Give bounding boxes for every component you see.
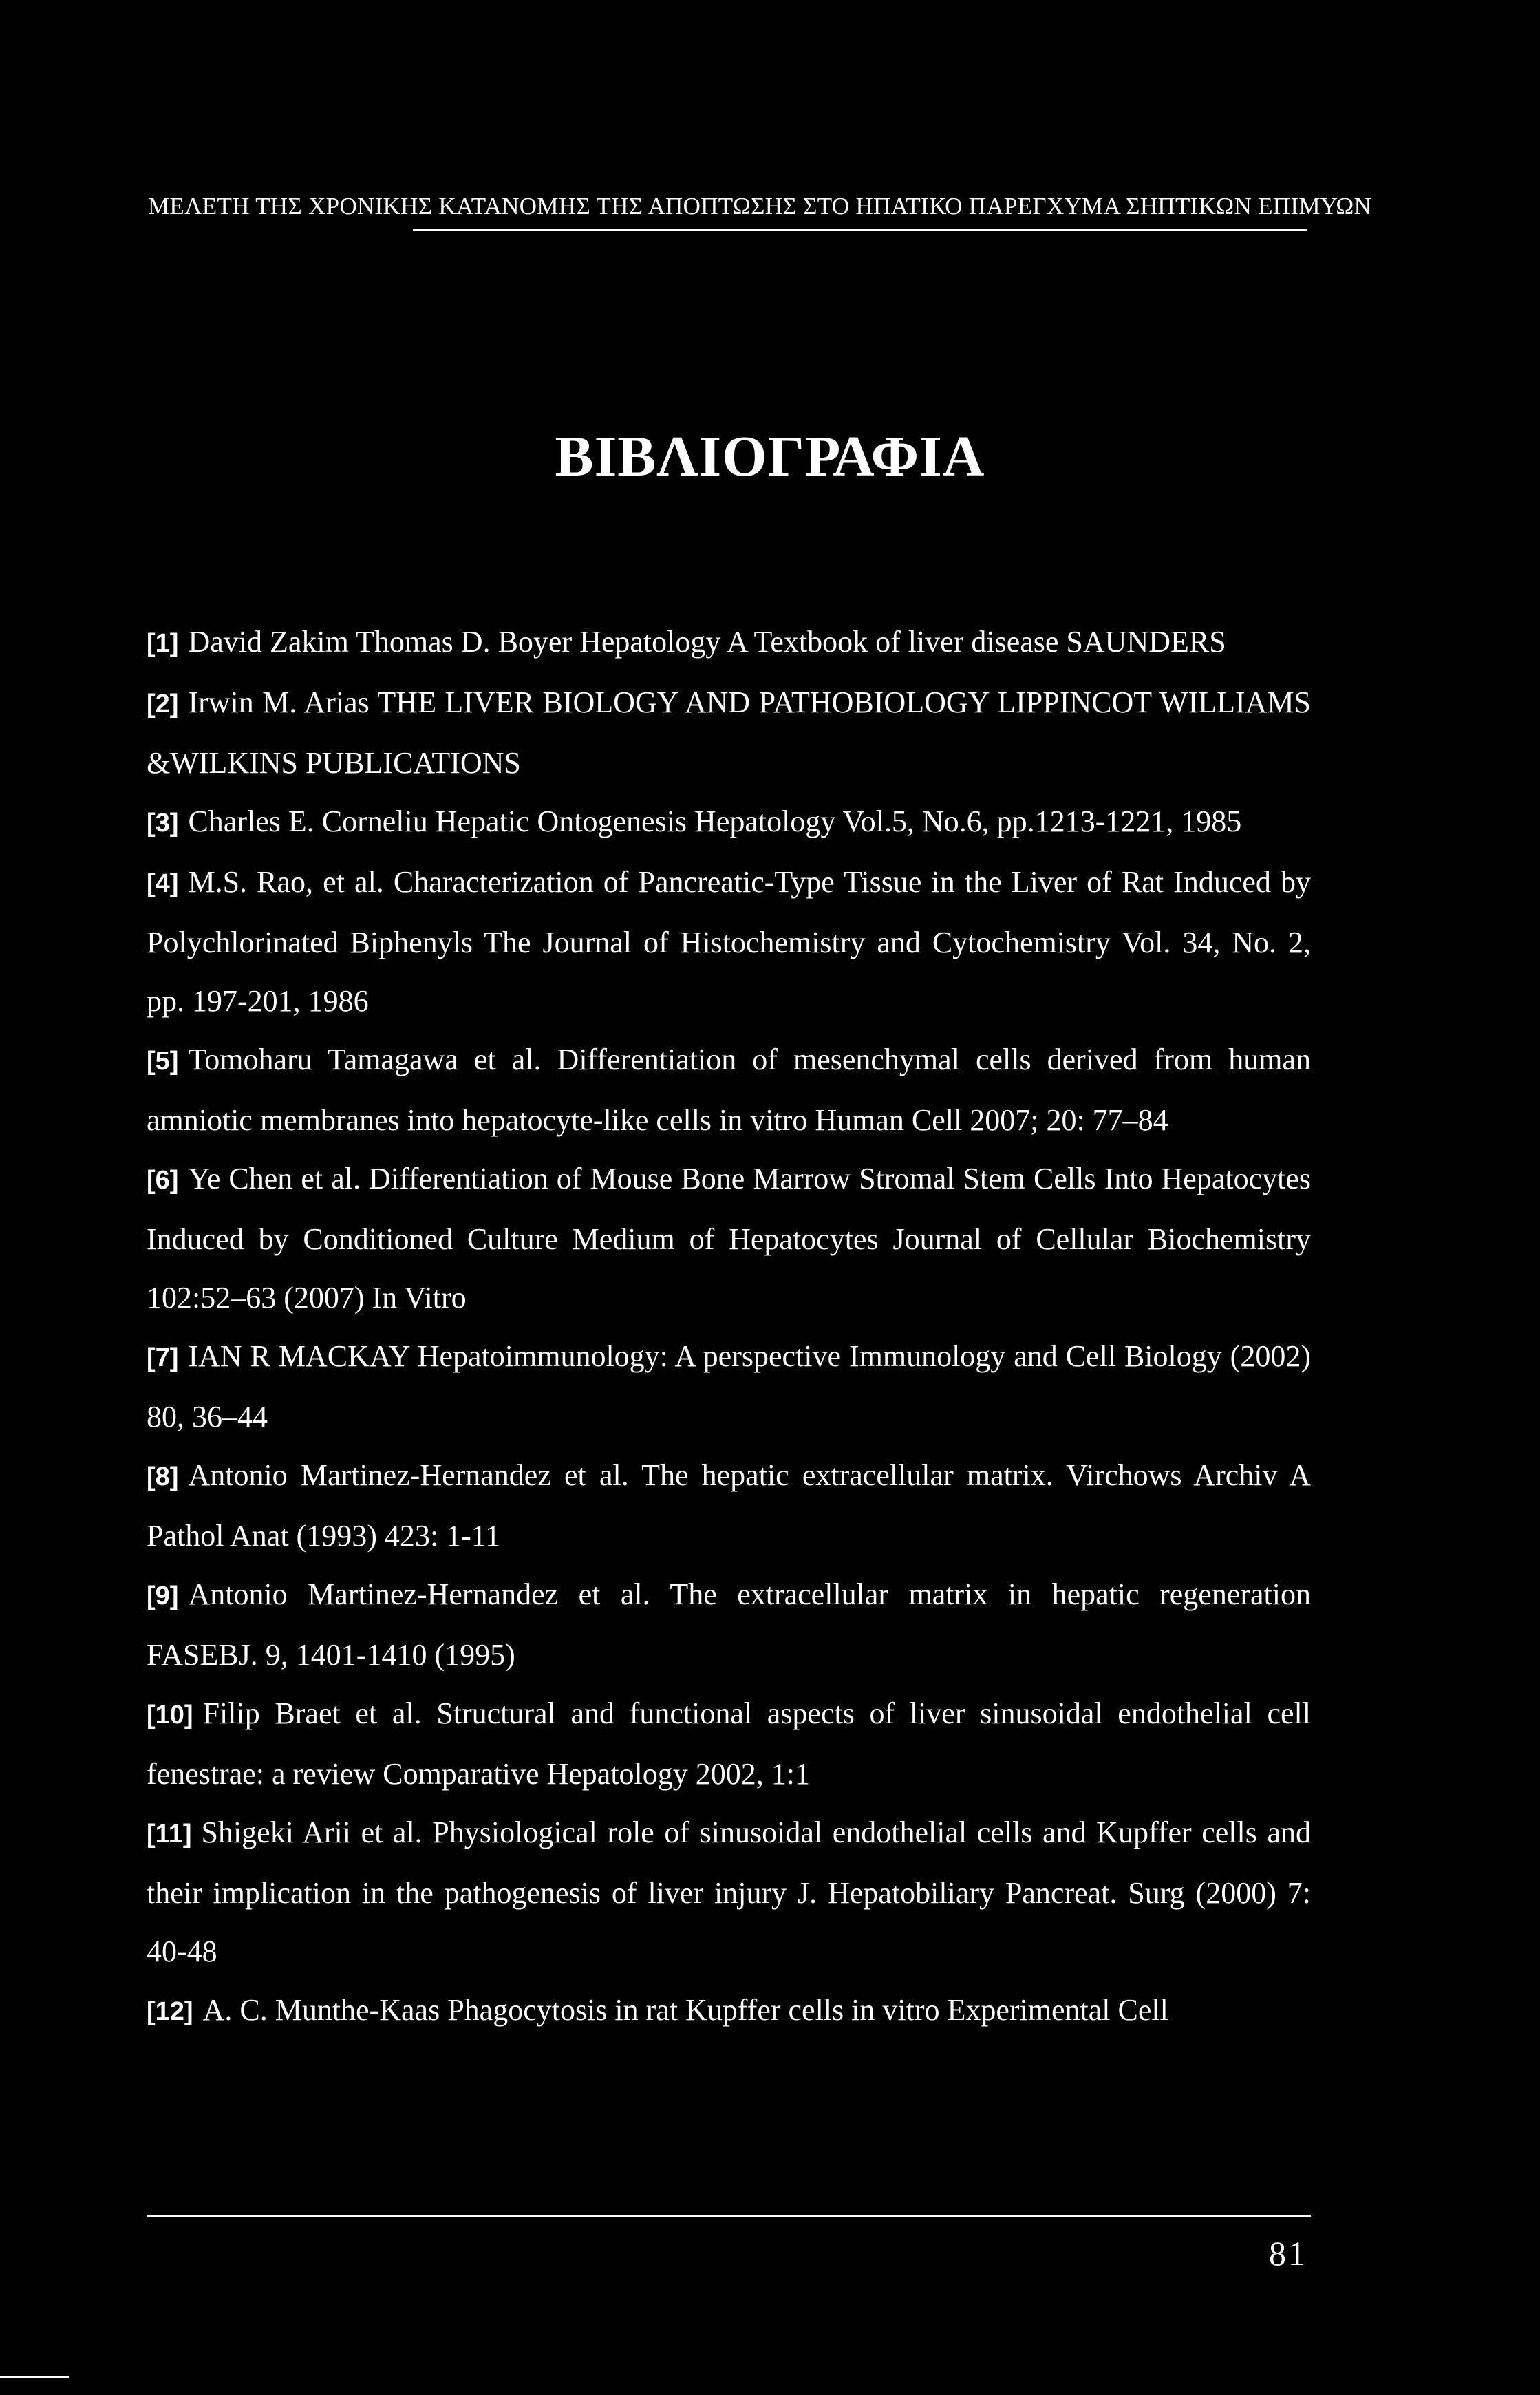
reference-text: Irwin M. Arias THE LIVER BIOLOGY AND PATHOBIOLOGY LIPPINCOT WILLIAMS &WILKINS PUBLICATIONS	[147, 685, 1311, 780]
reference-item	[147, 673, 1311, 792]
reference-text: David Zakim Thomas D. Boyer Hepatology A Textbook of liver disease SAUNDERS	[188, 625, 1226, 659]
reference-number: [9]	[147, 1582, 179, 1610]
reference-number: [2]	[147, 690, 179, 718]
reference-text: Ye Chen et al. Differentiation of Mouse Bone Marrow Stromal Stem Cells Into Hepatocytes Induced by Conditioned Culture Medium of Hepatocytes Journal of Cellular Biochemistry 102:52–63 (2007) In Vitro	[147, 1162, 1311, 1314]
reference-number: [10]	[147, 1701, 193, 1729]
section-title: ΒΙΒΛΙΟΓΡΑΦΙΑ	[555, 425, 985, 489]
reference-item	[147, 853, 1311, 1030]
reference-item	[147, 1327, 1311, 1446]
reference-list	[147, 613, 1311, 2041]
reference-number: [5]	[147, 1047, 179, 1076]
reference-item	[147, 792, 1311, 853]
reference-number: [11]	[147, 1820, 192, 1849]
reference-text: Filip Braet et al. Structural and functional aspects of liver sinusoidal endothelial cell fenestrae: a review Comparative Hepatology 2002, 1:1	[147, 1696, 1311, 1791]
reference-text: Shigeki Arii et al. Physiological role of sinusoidal endothelial cells and Kupffer cells and their implication in the pathogenesis of liver injury J. Hepatobiliary Pancreat. Surg (2000) 7: 40-48	[147, 1816, 1311, 1968]
reference-text: Antonio Martinez-Hernandez et al. The extracellular matrix in hepatic regeneration FASEBJ. 9, 1401-1410 (1995)	[147, 1577, 1311, 1672]
reference-number: [6]	[147, 1166, 179, 1195]
header-rule	[413, 229, 1307, 231]
running-header: ΜΕΛΕΤΗ ΤΗΣ ΧΡΟΝΙΚΗΣ ΚΑΤΑΝΟΜΗΣ ΤΗΣ ΑΠΟΠΤΩΣΗΣ ΣΤΟ ΗΠΑΤΙΚΟ ΠΑΡΕΓΧΥΜΑ ΣΗΠΤΙΚΩΝ ΕΠΙΜΥΩΝ	[148, 193, 1372, 220]
reference-number: [3]	[147, 809, 179, 838]
reference-item	[147, 1149, 1311, 1327]
reference-text: M.S. Rao, et al. Characterization of Pancreatic-Type Tissue in the Liver of Rat Induced by Polychlorinated Biphenyls The Journal of Histochemistry and Cytochemistry Vol. 34, No. 2, pp. 197-201, 1986	[147, 865, 1311, 1018]
reference-item	[147, 1446, 1311, 1565]
reference-text: IAN R MACKAY Hepatoimmunology: A perspective Immunology and Cell Biology (2002) 80, 36–44	[147, 1339, 1311, 1434]
reference-item	[147, 1803, 1311, 1981]
reference-text: Charles E. Corneliu Hepatic Ontogenesis Hepatology Vol.5, No.6, pp.1213-1221, 1985	[188, 805, 1242, 838]
reference-number: [12]	[147, 1997, 193, 2026]
footer-rule	[147, 2215, 1311, 2217]
reference-text: Tomoharu Tamagawa et al. Differentiation of mesenchymal cells derived from human amniotic membranes into hepatocyte-like cells in vitro Human Cell 2007; 20: 77–84	[147, 1043, 1311, 1137]
reference-number: [7]	[147, 1343, 179, 1372]
reference-text: A. C. Munthe-Kaas Phagocytosis in rat Kupffer cells in vitro Experimental Cell	[202, 1993, 1168, 2027]
reference-number: [1]	[147, 629, 179, 658]
scan-edge-mark	[0, 2376, 69, 2378]
reference-text: Antonio Martinez-Hernandez et al. The hepatic extracellular matrix. Virchows Archiv A Pathol Anat (1993) 423: 1-11	[147, 1458, 1311, 1553]
reference-number: [4]	[147, 869, 179, 898]
reference-item	[147, 1981, 1311, 2041]
reference-item	[147, 1565, 1311, 1684]
reference-number: [8]	[147, 1462, 179, 1491]
reference-item	[147, 1030, 1311, 1149]
reference-item	[147, 613, 1311, 673]
reference-item	[147, 1684, 1311, 1803]
page-number: 81	[1269, 2234, 1307, 2272]
